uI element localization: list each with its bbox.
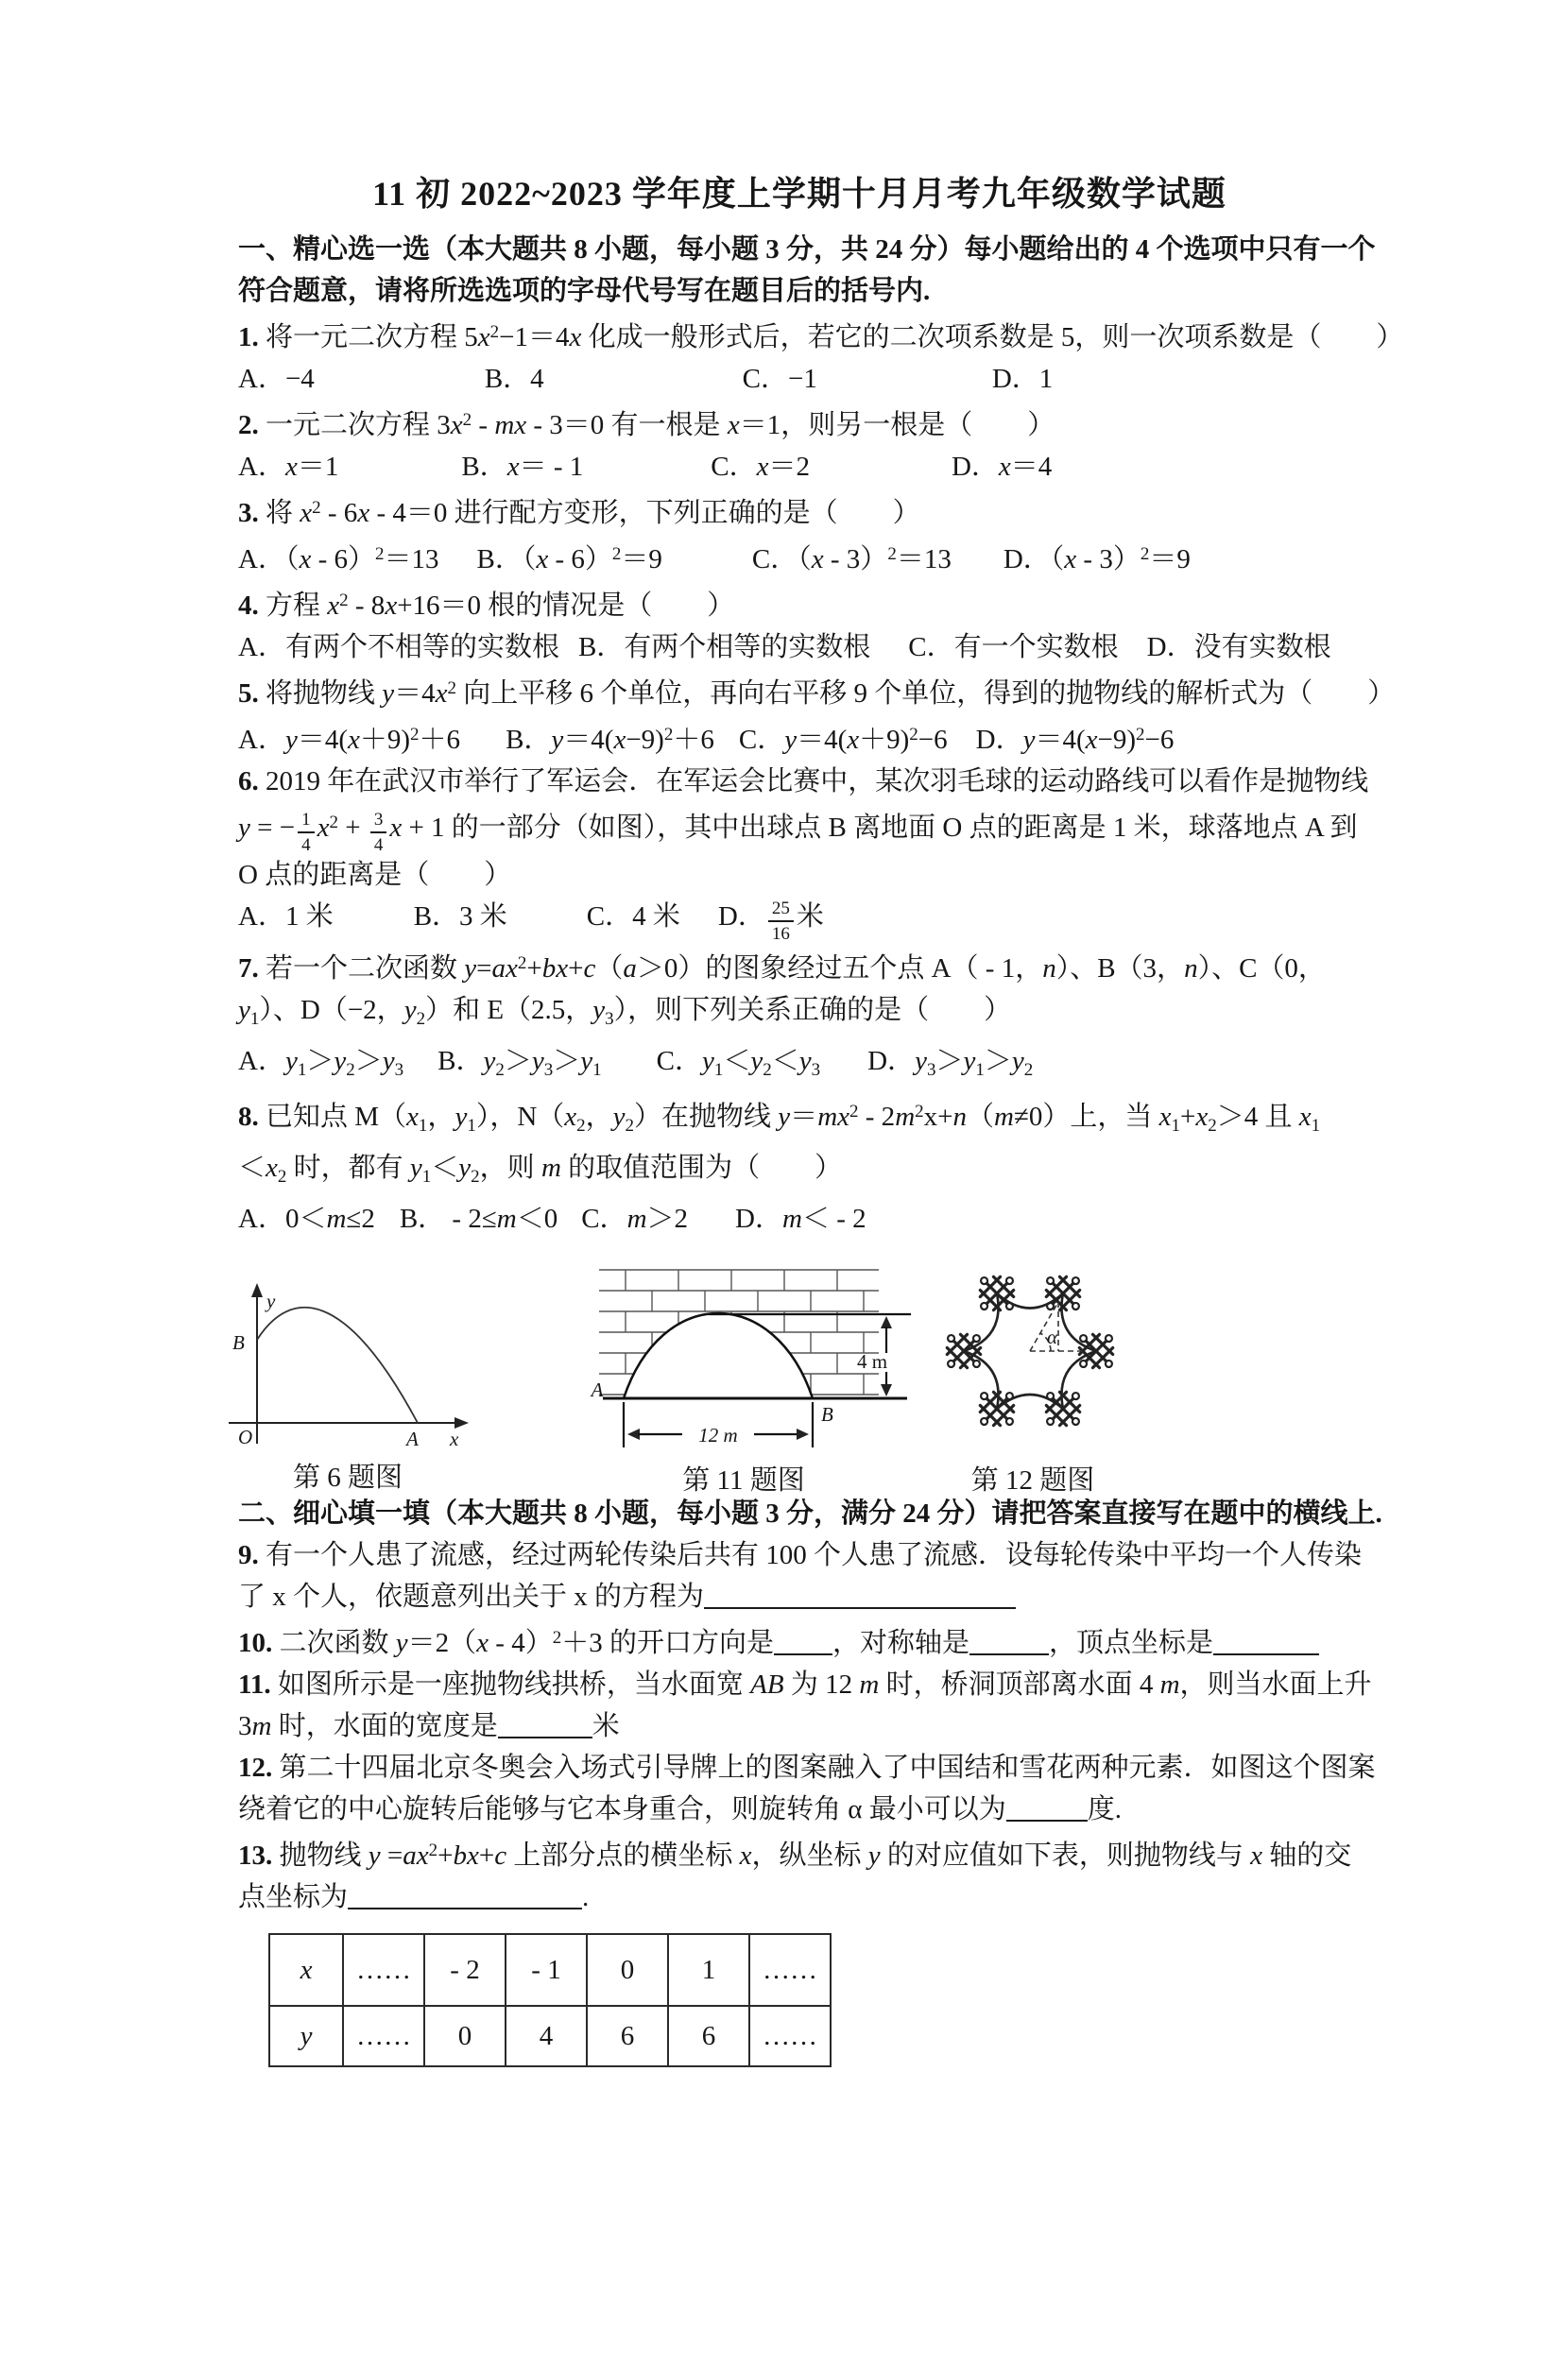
span-label: 12 m [698, 1424, 738, 1447]
q12-knot-snowflake-figure [924, 1258, 1141, 1452]
table-cell: 6 [668, 2006, 749, 2066]
question-8-text-line1: 8. 已知点 $M(x_1$，$y_1$），$N(x_2$，$y_2$）在抛物线 $y=mx^2 - 2m^2x+n(m\ne 0)$上，当 $x_1+x_2>4$ 且 $x_1$ [238, 1102, 1321, 1136]
question-7-options: A．$y_1>y_2>y_3$ B．$y_2>y_3>y_1$ C．$y_1<y_2<y_3$ D．$y_3>y_1>y_2$ [238, 1046, 1034, 1080]
label-B: B [232, 1331, 245, 1354]
question-5-text: 5. 将抛物线 $y=4x^2$ 向上平移 6 个单位，再向右平移 9 个单位，得到的抛物线的解析式为（ ） [238, 678, 1396, 709]
knot-left [934, 1321, 994, 1381]
table-cell: 6 [587, 2006, 668, 2066]
figure-q12 [924, 1258, 1141, 1498]
alpha-label: α [1047, 1326, 1058, 1348]
question-4-text: 4. 方程 $x^2 - 8x+16=0$ 根的情况是（ ） [238, 591, 735, 621]
q6-parabola-figure [215, 1281, 480, 1449]
y-axis-arrow-icon [251, 1283, 263, 1297]
figure-q12-caption: 第 12 题图 [970, 1465, 1095, 1496]
question-6-options: A．1 米 B．3 米 C．4 米 D． $\frac{25}{16}$ 米 [238, 899, 824, 944]
question-6-text-line1: 6. 2019 年在武汉市举行了军运会．在军运会比赛中，某次羽毛球的运动路线可以看作是抛物线 [238, 766, 1369, 796]
question-7-text-line1: 7. 若一个二次函数 $y=ax^2+bx+c(a>0)$的图象经过五个点 A（ - 1，n）、B（3，n）、C（0， [238, 953, 1326, 984]
label-x: x [450, 1428, 459, 1449]
question-3-options: A．（x - 6）$^2$＝13 B．（x - 6）$^2$＝9 C．（x - 3）$^2$＝13 D．（x - 3）$^2$＝9 [238, 544, 1191, 574]
table-cell: - 2 [424, 1934, 506, 2006]
question-11-text-line1: 11. 如图所示是一座抛物线拱桥，当水面宽 AB 为 12 m 时，桥洞顶部离水面 4 m，则当水面上升 [238, 1669, 1372, 1700]
question-1-options: A．−4 B．4 C．−1 D．1 [238, 364, 1054, 394]
table-cell: y [269, 2006, 343, 2066]
table-cell: 0 [587, 1934, 668, 2006]
figure-q6 [215, 1281, 480, 1495]
figure-q11 [550, 1258, 937, 1498]
table-cell: 1 [668, 1934, 749, 2006]
question-3-text: 3. 将 $x^2 - 6x - 4=0$ 进行配方变形，下列正确的是（ ） [238, 498, 920, 528]
q13-value-table [268, 1933, 832, 2067]
question-12-text-line1: 12. 第二十四届北京冬奥会入场式引导牌上的图案融入了中国结和雪花两种元素．如图这个图案 [238, 1753, 1376, 1783]
figure-q11-caption: 第 11 题图 [682, 1465, 805, 1496]
table-cell: …… [749, 1934, 831, 2006]
table-row-x [269, 1934, 831, 2006]
section1-header-line2: 符合题意，请将所选选项的字母代号写在题目后的括号内. [238, 276, 931, 306]
section2-header: 二、细心填一填（本大题共 8 小题，每小题 3 分，满分 24 分）请把答案直接写在题中的横线上. [238, 1498, 1382, 1529]
span-arrow-right-icon [797, 1429, 809, 1440]
table-cell: 0 [424, 2006, 506, 2066]
table-cell: …… [343, 2006, 424, 2066]
table-cell: …… [749, 2006, 831, 2066]
label-A: A [406, 1428, 419, 1449]
question-11-text-line2: 3m 时，水面的宽度是 米 [238, 1705, 1361, 1747]
question-13-text-line2: 点坐标为 . [238, 1876, 1361, 1918]
table-cell: …… [343, 1934, 424, 2006]
table-cell: - 1 [506, 1934, 587, 2006]
question-8-options: A．0＜m≤2 B． - 2≤m＜0 C．m＞2 D．m＜ - 2 [238, 1204, 866, 1234]
question-10-text: 10. 二次函数 y＝2（x - 4）$^2$＋3 的开口方向是 ，对称轴是 ，顶点坐标是 [238, 1618, 1361, 1664]
figure-q6-caption: 第 6 题图 [292, 1463, 403, 1493]
label-O: O [238, 1426, 253, 1448]
question-9-text-line1: 9. 有一个人患了流感，经过两轮传染后共有 100 个人患了流感．设每轮传染中平均一个人传染 [238, 1540, 1363, 1570]
question-9-text-line2: 了 x 个人，依题意列出关于 x 的方程为 [238, 1576, 1361, 1618]
label-A: A [591, 1378, 604, 1401]
parabola-curve [257, 1308, 418, 1423]
knot-right [1066, 1321, 1126, 1381]
table-cell: x [269, 1934, 343, 2006]
question-4-options: A．有两个不相等的实数根 B．有两个相等的实数根 C．有一个实数根 D．没有实数根 [238, 632, 1331, 662]
question-6-formula-line: y = − $\frac{1}{4}$ $x^2$ + $\frac{3}{4}$ x + 1 的一部分（如图），其中出球点 B 离地面 O 点的距离是 1 米，球落地点 A 到 [238, 810, 1358, 855]
question-2-options: A．x＝1 B．x＝ - 1 C．x＝2 D．x＝4 [238, 452, 1053, 482]
section1-header-line1: 一、精心选一选（本大题共 8 小题，每小题 3 分，共 24 分）每小题给出的 4 个选项中只有一个 [238, 234, 1376, 265]
question-8-text-line2: $<x_2$ 时，都有 $y_1<y_2$，则 m 的取值范围为（ ） [238, 1153, 843, 1187]
question-12-text-line2: 绕着它的中心旋转后能够与它本身重合，则旋转角 α 最小可以为 度. [238, 1789, 1361, 1830]
label-B: B [821, 1403, 833, 1426]
q11-arch-bridge-figure [550, 1258, 937, 1452]
height-label: 4 m [856, 1350, 888, 1373]
page-title: 11 初 2022~2023 学年度上学期十月月考九年级数学试题 [372, 175, 1226, 213]
question-2-text: 2. 一元二次方程 $3x^2$ - mx - 3＝0 有一根是 x＝1，则另一根是（ ） [238, 410, 1055, 440]
table-row-y [269, 2006, 831, 2066]
height-arrow-bottom-icon [881, 1384, 892, 1396]
table-cell: 4 [506, 2006, 587, 2066]
question-6-text-line3: O 点的距离是（ ） [238, 860, 512, 890]
figures-row [232, 1258, 1361, 1496]
label-y: y [266, 1290, 276, 1312]
question-5-options: A．$y=4(x+9)^2+6$ B．$y=4(x-9)^2+6$ C．$y=4(x+9)^2-6$ D．$y=4(x-9)^2-6$ [238, 725, 1175, 755]
exam-page [0, 172, 1561, 2067]
question-1-text: 1. 将一元二次方程 $5x^2-1=4x$ 化成一般形式后，若它的二次项系数是 5，则一次项系数是（ ） [238, 322, 1404, 352]
question-7-text-line2: $y_1$）、D（−2，$y_2$）和 E（2.5，$y_3$），则下列关系正确的是（ ） [238, 995, 1012, 1029]
question-13-text-line1: 13. 抛物线 $y =ax^2+bx+c$ 上部分点的横坐标 x，纵坐标 y 的对应值如下表，则抛物线与 x 轴的交 [238, 1841, 1352, 1871]
